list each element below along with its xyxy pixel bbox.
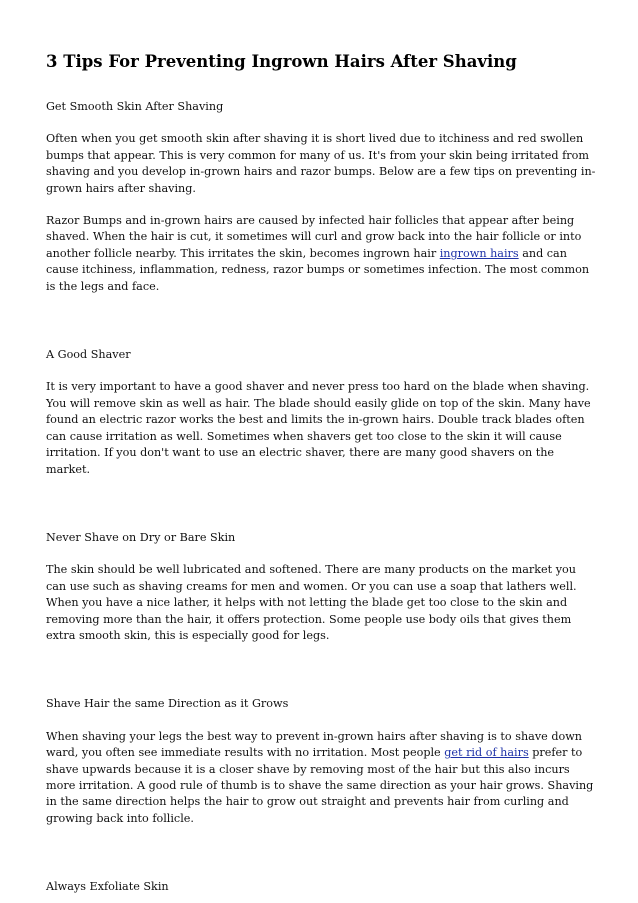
section-body-dry-skin: The skin should be well lubricated and softened. There are many products on the market you can use such as shaving creams for men and women. Or you can use a soap that lathers well. When you have a nice lather, it helps with not letting the blade get too close to the skin and removing more than the hair, it offers protection. Some people use body oils that gives them extra smooth skin, this is especially good for legs. — [46, 563, 577, 642]
subtitle: Get Smooth Skin After Shaving — [46, 100, 224, 113]
intro-paragraph: Often when you get smooth skin after shaving it is short lived due to itchiness and red swollen bumps that appear. This is very common for many of us. It's from your skin being irritated from shaving and you develop in-grown hairs and razor bumps. Below are a few tips on preventing in-grown hairs after shaving. — [46, 132, 596, 195]
get-rid-of-hairs-link[interactable]: get rid of hairs — [444, 746, 529, 760]
ingrown-hairs-link[interactable]: ingrown hairs — [439, 246, 519, 260]
razor-bumps-text-before: Razor Bumps and in-grown hairs are caused by infected hair follicles that appear after being shaved. When the hair is cut, it sometimes will curl and grow back into the hair follicle or into another follicle nearby. This irritates the skin, becomes ingrown hair — [46, 214, 582, 260]
section-spacer — [46, 311, 598, 347]
section-body-shave-direction — [46, 729, 598, 827]
section-heading-exfoliate: Always Exfoliate Skin — [46, 880, 169, 894]
shave-direction-text-after: prefer to shave upwards because it is a closer shave by removing most of the hair but this also incurs more irritation. A good rule of thumb is to shave the same direction as your hair grows. Shaving in the same direction helps the hair to grow out straight and prevents hair from curling and growing back into follicle. — [46, 746, 594, 825]
section-heading-good-shaver: A Good Shaver — [46, 348, 131, 362]
section-heading-shave-direction: Shave Hair the same Direction as it Grows — [46, 697, 289, 711]
section-spacer — [46, 843, 598, 879]
section-body-good-shaver: It is very important to have a good shaver and never press too hard on the blade when shaving. You will remove skin as well as hair. The blade should easily glide on top of the skin. Many have found an electric razor works the best and limits the in-grown hairs. Double track blades often can cause irritation as well. Sometimes when shavers get too close to the skin it will cause irritation. If you don't want to use an electric shaver, there are many good shavers on the market. — [46, 380, 591, 476]
page-title: 3 Tips For Preventing Ingrown Hairs After Shaving — [46, 52, 517, 71]
razor-bumps-text-after: and can cause itchiness, inflammation, redness, razor bumps or sometimes infection. The most common is the legs and face. — [46, 246, 590, 293]
section-spacer — [46, 660, 598, 696]
section-spacer — [46, 494, 598, 530]
section-heading-dry-skin: Never Shave on Dry or Bare Skin — [46, 530, 236, 544]
shave-direction-text-before: When shaving your legs the best way to prevent in-grown hairs after shaving is to shave down ward, you often see immediate results with no irritation. Most people — [46, 729, 583, 760]
razor-bumps-paragraph — [46, 213, 598, 295]
